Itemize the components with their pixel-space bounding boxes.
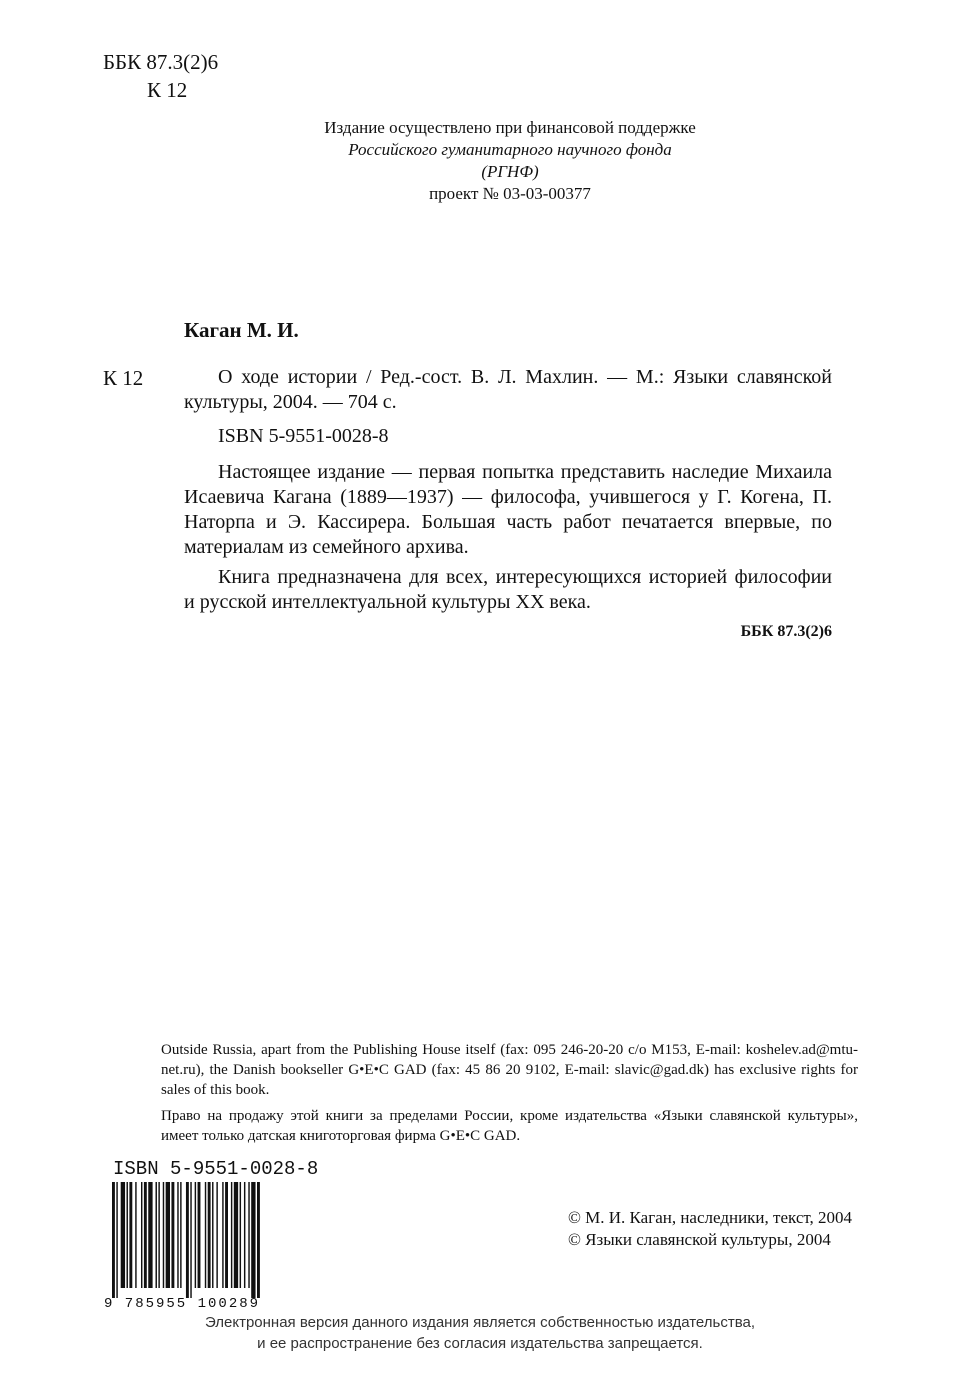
barcode-bar	[144, 1182, 147, 1288]
funding-notice	[250, 117, 770, 205]
barcode-bar	[198, 1182, 201, 1288]
electronic-notice-line-1: Электронная версия данного издания является собственностью издательства,	[204, 1314, 756, 1331]
barcode-bar	[166, 1182, 170, 1288]
barcode-image	[112, 1182, 302, 1298]
barcode-bar	[216, 1182, 217, 1288]
catalog-author: Каган М. И.	[184, 318, 299, 342]
barcode-isbn: ISBN 5-9551-0028-8	[113, 1158, 319, 1180]
catalog-entry	[184, 365, 832, 644]
barcode-bar	[135, 1182, 136, 1288]
bbk-classification	[103, 48, 218, 104]
barcode-bar	[180, 1182, 181, 1288]
barcode-bar	[212, 1182, 213, 1288]
barcode-bar	[158, 1182, 159, 1288]
barcode-bar	[127, 1182, 128, 1288]
copyright-publisher: © Языки славянской культуры, 2004	[568, 1230, 831, 1249]
barcode-bar	[186, 1182, 189, 1298]
catalog-code: К 12	[103, 366, 144, 390]
funding-project: проект № 03-03-00377	[429, 184, 591, 203]
barcode-bar	[195, 1182, 196, 1288]
funding-fund-abbr: (РГНФ)	[481, 162, 539, 181]
barcode-bar	[248, 1182, 249, 1288]
bbk-code-right: ББК 87.3(2)6	[740, 623, 832, 640]
barcode-bar	[240, 1182, 241, 1288]
barcode-bar	[225, 1182, 228, 1288]
barcode-bar	[234, 1182, 238, 1288]
barcode-bar	[231, 1182, 232, 1288]
barcode-bar	[112, 1182, 115, 1298]
copyright	[568, 1207, 852, 1251]
barcode-bar	[257, 1182, 260, 1298]
barcode-bar	[208, 1182, 211, 1288]
barcode-bar	[163, 1182, 164, 1288]
barcode-bar	[148, 1182, 152, 1288]
annotation-paragraph-2: Книга предназначена для всех, интересующихся историей философии и русской интеллектуальной культуры XX века.	[184, 566, 832, 613]
funding-fund-name: Российского гуманитарного научного фонда	[348, 140, 672, 159]
barcode-bar	[222, 1182, 223, 1288]
barcode-bar	[190, 1182, 191, 1298]
author-code: К 12	[147, 78, 188, 102]
sales-rights-russian: Право на продажу этой книги за пределами России, кроме издательства «Языки славянской культуры», имеет только датская книготорговая фирма G•E•C GAD.	[161, 1108, 858, 1144]
bibliographic-description: О ходе истории / Ред.-сост. В. Л. Махлин. — М.: Языки славянской культуры, 2004. — 704 с.	[184, 366, 832, 413]
electronic-notice-line-2: и ее распространение без согласия издательства запрещается.	[257, 1335, 703, 1352]
barcode-bar	[205, 1182, 206, 1288]
barcode-bar	[156, 1182, 157, 1288]
copyright-author: © М. И. Каган, наследники, текст, 2004	[568, 1208, 853, 1227]
funding-line: Издание осуществлено при финансовой поддержке	[324, 118, 696, 137]
sales-rights-english: Outside Russia, apart from the Publishing House itself (fax: 095 246-20-20 c/o M153, E-mail: koshelev.ad@mtu-net.ru), the Danish bookseller G•E•C GAD (fax: 45 86 20 9102, E-mail: slavic@gad.dk) has exclusive rights for sales of this book.	[161, 1042, 858, 1098]
electronic-version-notice	[120, 1312, 840, 1354]
barcode-bar	[141, 1182, 142, 1288]
barcode-bar	[244, 1182, 245, 1288]
barcode-bar	[171, 1182, 174, 1288]
annotation-paragraph-1: Настоящее издание — первая попытка представить наследие Михаила Исаевича Кагана (1889—1937) — философа, учившегося у Г. Когена, П. Наторпа и Э. Кассирера. Большая часть работ печатается впервые, по материалам из семейного архива.	[184, 461, 832, 558]
sales-rights	[161, 1040, 858, 1146]
barcode-bar	[116, 1182, 117, 1298]
barcode-bar	[129, 1182, 132, 1288]
catalog-isbn: ISBN 5-9551-0028-8	[218, 425, 389, 447]
bbk-code: ББК 87.3(2)6	[103, 50, 219, 74]
barcode-digits: 9 785955 100289	[104, 1296, 261, 1312]
barcode-bar	[121, 1182, 125, 1288]
barcode-bar	[251, 1182, 255, 1298]
barcode-bar	[177, 1182, 178, 1288]
